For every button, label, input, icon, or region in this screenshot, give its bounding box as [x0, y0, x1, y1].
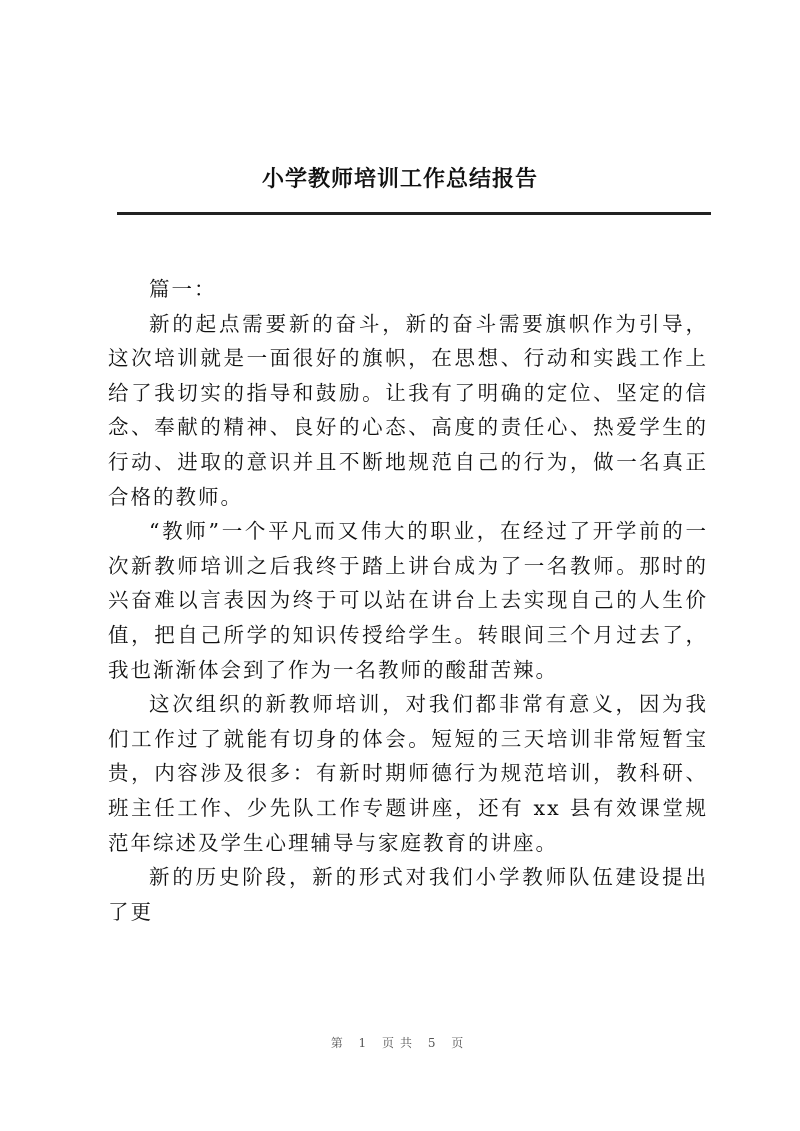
paragraph-4: 新的历史阶段，新的形式对我们小学教师队伍建设提出了更	[108, 865, 708, 924]
paragraph-3: 这次组织的新教师培训，对我们都非常有意义，因为我们工作过了就能有切身的体会。短短的三天培训非常短暂宝贵，内容涉及很多：有新时期师德行为规范培训，教科研、班主任工作、少先队工作专题讲座，还有 xx 县有效课堂规范年综述及学生心理辅导与家庭教育的讲座。	[108, 692, 708, 855]
page-footer: 第 1 页共 5 页	[330, 1036, 470, 1050]
paragraph-heading: 篇一：	[149, 277, 217, 301]
document-body	[108, 272, 708, 929]
paragraph-2: “教师”一个平凡而又伟大的职业，在经过了开学前的一次新教师培训之后我终于踏上讲台成为了一名教师。那时的兴奋难以言表因为终于可以站在讲台上去实现自己的人生价值，把自己所学的知识传授给学生。转眼间三个月过去了，我也渐渐体会到了作为一名教师的酸甜苦辣。	[108, 519, 708, 682]
document-title: 小学教师培训工作总结报告	[261, 166, 538, 192]
paragraph-1: 新的起点需要新的奋斗，新的奋斗需要旗帜作为引导，这次培训就是一面很好的旗帜，在思想、行动和实践工作上给了我切实的指导和鼓励。让我有了明确的定位、坚定的信念、奉献的精神、良好的心态、高度的责任心、热爱学生的行动、进取的意识并且不断地规范自己的行为，做一名真正合格的教师。	[108, 311, 708, 509]
title-divider	[117, 212, 711, 215]
